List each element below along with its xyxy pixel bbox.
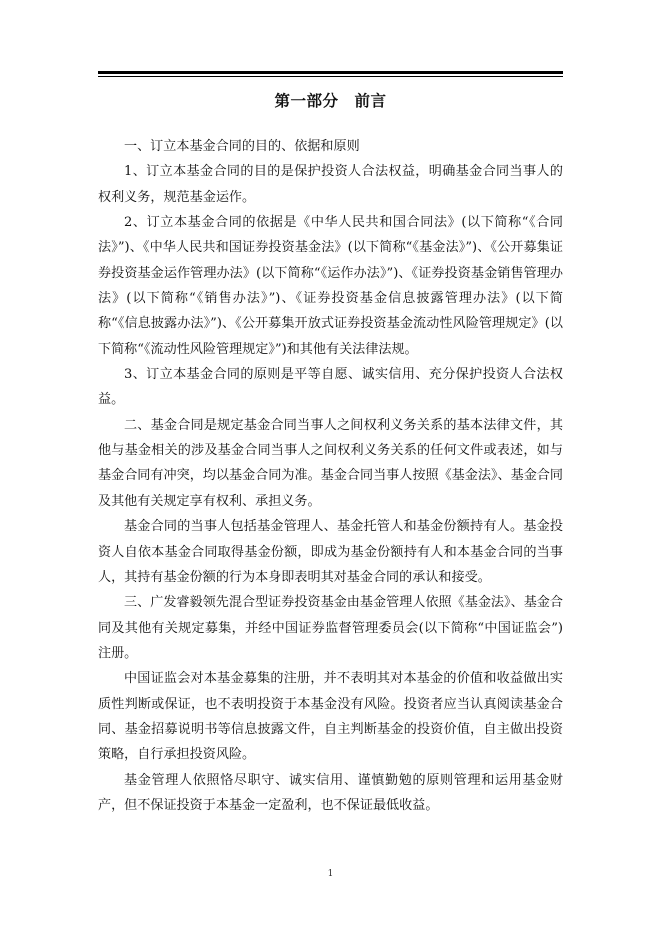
paragraph-contract-nature: 二、基金合同是规定基金合同当事人之间权利义务关系的基本法律文件，其他与基金相关的涉及基金合同当事人之间权利义务关系的任何文件或表述，如与基金合同有冲突，均以基金合同为准。基金合同当事人按照《基金法》、基金合同及其他有关规定享有权利、承担义务。: [98, 417, 563, 509]
paragraph-contract-parties: 基金合同的当事人包括基金管理人、基金托管人和基金份额持有人。基金投资人自依本基金合同取得基金份额，即成为基金份额持有人和本基金合同的当事人，其持有基金份额的行为本身即表明其对基金合同的承认和接受。: [98, 519, 563, 585]
paragraph-legal-basis: 2、订立本基金合同的依据是《中华人民共和国合同法》(以下简称“《合同法》”)、《中华人民共和国证券投资基金法》(以下简称“《基金法》”)、《公开募集证券投资基金运作管理办法》(以下简称“《运作办法》”)、《证券投资基金销售管理办法》(以下简称“《销售办法》”)、《证券投资基金信息披露管理办法》(以下简称“《信息披露办法》”)、《公开募集开放式证券投资基金流动性风险管理规定》(以下简称“《流动性风险管理规定》”)和其他有关法律法规。: [98, 215, 563, 357]
paragraph-purpose: 1、订立本基金合同的目的是保护投资人合法权益，明确基金合同当事人的权利义务，规范基金运作。: [98, 164, 563, 205]
page-number: 1: [327, 869, 334, 879]
paragraph-no-guarantee: 基金管理人依照恪尽职守、诚实信用、谨慎勤勉的原则管理和运用基金财产，但不保证投资于本基金一定盈利，也不保证最低收益。: [98, 772, 563, 813]
paragraph-csrc-disclaimer: 中国证监会对本基金募集的注册，并不表明其对本基金的价值和收益做出实质性判断或保证，也不表明投资于本基金没有风险。投资者应当认真阅读基金合同、基金招募说明书等信息披露文件，自主判断基金的投资价值，自主做出投资策略，自行承担投资风险。: [98, 671, 563, 763]
header-rule-thick: [98, 71, 563, 74]
paragraph-fund-registration: 三、广发睿毅领先混合型证券投资基金由基金管理人依照《基金法》、基金合同及其他有关规定募集，并经中国证券监督管理委员会(以下简称“中国证监会”)注册。: [98, 595, 563, 661]
header-rule-thin: [98, 76, 563, 77]
heading-purpose-basis-principles: 一、订立本基金合同的目的、依据和原则: [124, 139, 360, 154]
document-body: [98, 134, 563, 818]
paragraph-principles: 3、订立本基金合同的原则是平等自愿、诚实信用、充分保护投资人合法权益。: [98, 367, 563, 408]
section-title: 第一部分 前言: [274, 91, 387, 110]
